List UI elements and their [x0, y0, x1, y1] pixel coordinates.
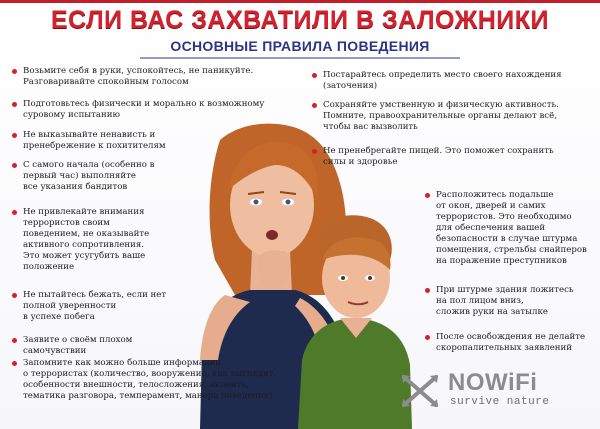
- watermark-logo: [400, 369, 590, 415]
- list-item: С самого начала (особенно в первый час) выполняйте все указания бандитов: [12, 160, 182, 193]
- bullet-icon: [425, 335, 430, 340]
- bullet-icon: [425, 288, 430, 293]
- poster-title: ЕСЛИ ВАС ЗАХВАТИЛИ В ЗАЛОЖНИКИ: [50, 6, 550, 34]
- bullet-icon: [12, 361, 17, 366]
- list-item: После освобождения не делайте скоропалительных заявлений: [425, 332, 600, 354]
- list-item: Постарайтесь определить место своего нахождения (заточения): [312, 70, 597, 92]
- crossed-arrows-icon: [400, 373, 440, 409]
- bullet-icon: [12, 293, 17, 298]
- top-stripe: [0, 0, 600, 3]
- list-item: Заявите о своём плохом самочувствии: [12, 335, 182, 357]
- bullet-icon: [312, 103, 317, 108]
- bullet-icon: [12, 133, 17, 138]
- list-item: Сохраняйте умственную и физическую активность. Помните, правоохранительные органы делают всё, чтобы вас вызволить: [312, 100, 597, 133]
- list-item: Расположитесь подальше от окон, дверей и самих террористов. Это необходимо для обеспечения вашей безопасности в случае штурма помещения, стрельбы снайперов на поражение преступников: [425, 190, 600, 267]
- bullet-icon: [425, 193, 430, 198]
- list-item: Возьмите себя в руки, успокойтесь, не паникуйте. Разговаривайте спокойным голосом: [12, 66, 292, 88]
- bullet-icon: [312, 73, 317, 78]
- bullet-icon: [312, 149, 317, 154]
- title-divider: [140, 57, 460, 59]
- list-item: Запомните как можно больше информации о террористах (количество, вооружение, как выглядят, особенности внешности, телосложения, акцента, тематика разговора, темперамент, манера поведения): [12, 358, 312, 402]
- brand-slogan: survive nature: [450, 396, 550, 408]
- list-item: Не пренебрегайте пищей. Это поможет сохранить силы и здоровье: [312, 146, 597, 168]
- list-item: Не выказывайте ненависть и пренебрежение к похитителям: [12, 130, 212, 152]
- brand-name: NOWiFi: [448, 369, 538, 396]
- list-item: Не привлекайте внимания террористов своим поведением, не оказывайте активного сопротивления. Это может усугубить ваше положение: [12, 207, 192, 273]
- bullet-icon: [12, 69, 17, 74]
- list-item: При штурме здания ложитесь на пол лицом вниз, сложив руки на затылке: [425, 285, 600, 318]
- bullet-icon: [12, 338, 17, 343]
- bullet-icon: [12, 163, 17, 168]
- bullet-icon: [12, 210, 17, 215]
- list-item: Подготовьтесь физически и морально к возможному суровому испытанию: [12, 99, 292, 121]
- poster-subtitle: ОСНОВНЫЕ ПРАВИЛА ПОВЕДЕНИЯ: [170, 38, 430, 54]
- bullet-icon: [12, 102, 17, 107]
- list-item: Не пытайтесь бежать, если нет полной уверенности в успехе побега: [12, 290, 202, 323]
